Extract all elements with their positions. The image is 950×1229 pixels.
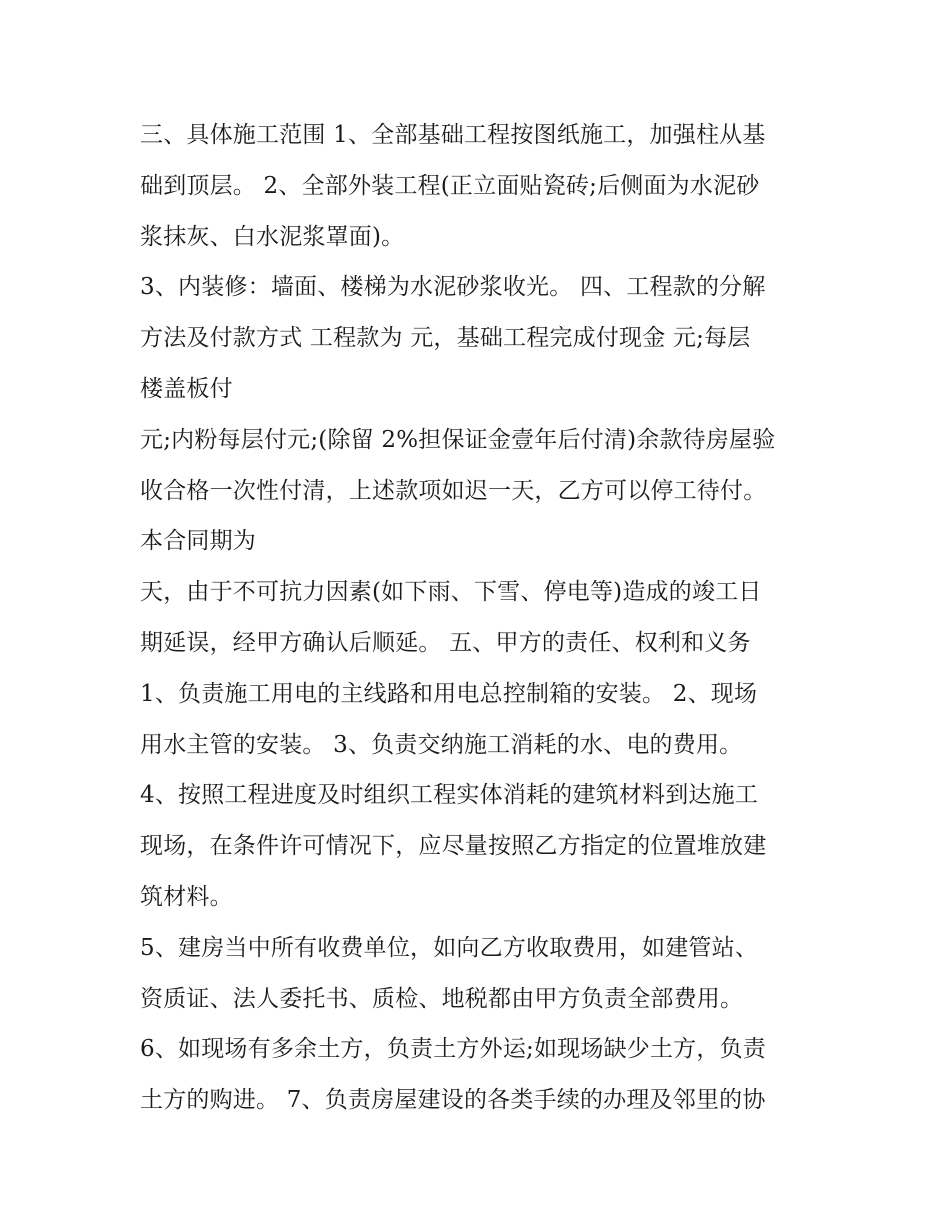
text-line-18: 资质证、法人委托书、质检、地税都由甲方负责全部费用。	[140, 985, 744, 1012]
text-line-7: 元;内粉每层付元;(除留 2%担保证金壹年后付清)余款待房屋验	[140, 426, 776, 453]
text-line-10: 天，由于不可抗力因素(如下雨、下雪、停电等)造成的竣工日	[140, 579, 762, 606]
text-line-15: 现场，在条件许可情况下，应尽量按照乙方指定的位置堆放建	[140, 833, 767, 860]
text-line-16: 筑材料。	[140, 883, 233, 910]
text-line-20: 土方的购进。 7、负责房屋建设的各类手续的办理及邻里的协	[140, 1087, 766, 1114]
text-line-12: 1、负责施工用电的主线路和用电总控制箱的安装。 2、现场	[140, 680, 758, 707]
text-line-11: 期延误，经甲方确认后顺延。 五、甲方的责任、权利和义务	[140, 629, 751, 656]
text-line-6: 楼盖板付	[140, 375, 233, 402]
text-line-1: 三、具体施工范围 1、全部基础工程按图纸施工，加强柱从基	[140, 122, 766, 148]
text-line-14: 4、按照工程进度及时组织工程实体消耗的建筑材料到达施工	[140, 782, 759, 809]
text-line-4: 3、内装修：墙面、楼梯为水泥砂浆收光。 四、工程款的分解	[140, 274, 766, 301]
text-line-2: 础到顶层。 2、全部外装工程(正立面贴瓷砖;后侧面为水泥砂	[140, 172, 760, 199]
text-line-13: 用水主管的安装。 3、负责交纳施工消耗的水、电的费用。	[140, 731, 743, 758]
document-body	[140, 110, 830, 1126]
text-line-5: 方法及付款方式 工程款为 元，基础工程完成付现金 元;每层	[140, 325, 751, 352]
text-line-17: 5、建房当中所有收费单位，如向乙方收取费用，如建管站、	[140, 934, 759, 961]
text-line-8: 收合格一次性付清，上述款项如迟一天，乙方可以停工待付。	[140, 477, 767, 504]
text-line-9: 本合同期为	[140, 528, 256, 555]
text-line-3: 浆抹灰、白水泥浆罩面)。	[140, 223, 405, 250]
text-line-19: 6、如现场有多余土方，负责土方外运;如现场缺少土方，负责	[140, 1036, 766, 1063]
